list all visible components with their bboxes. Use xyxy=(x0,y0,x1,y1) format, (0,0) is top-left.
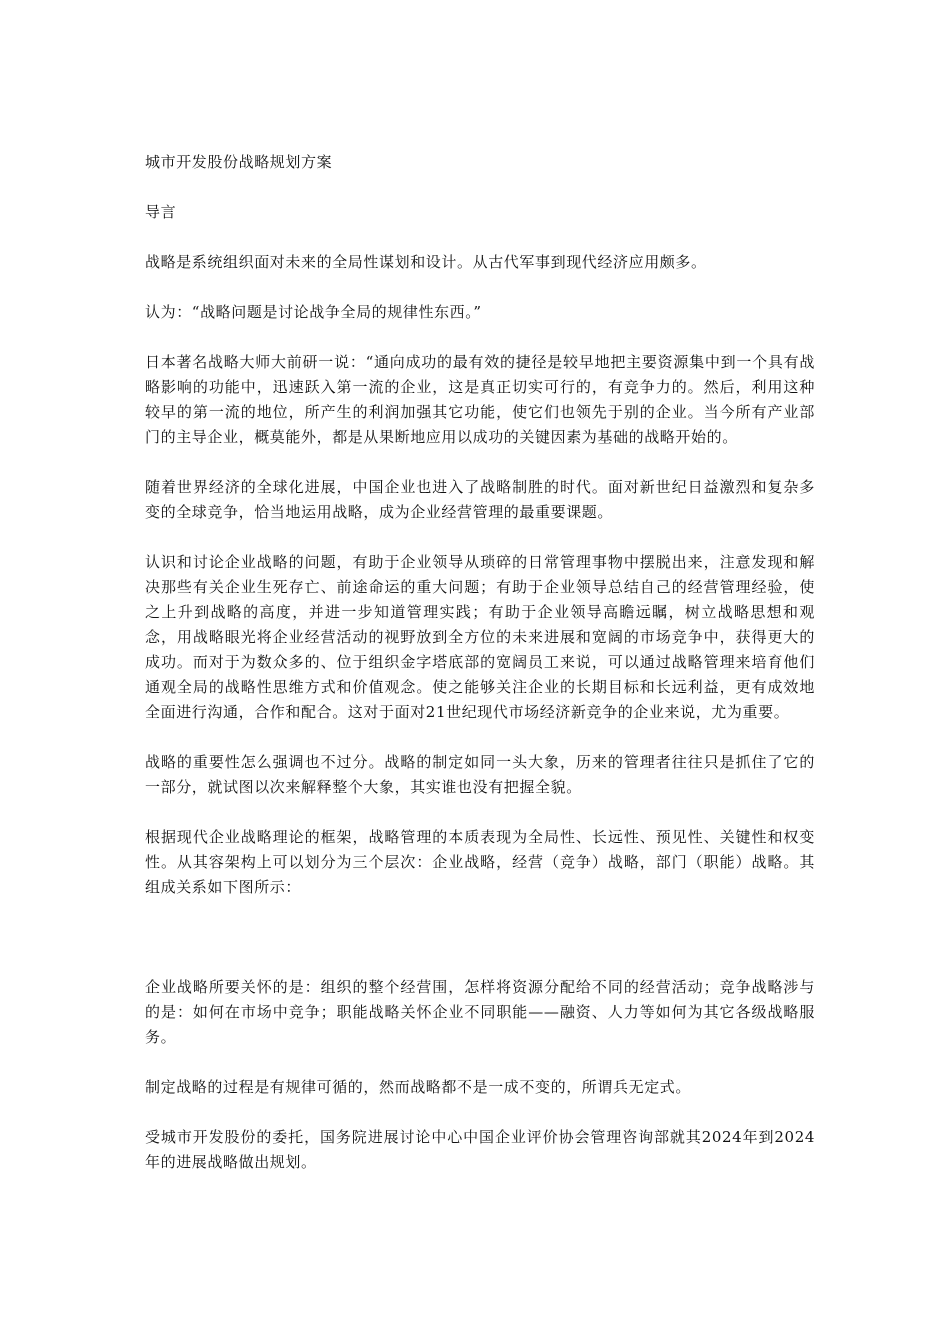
paragraph-8: 企业战略所要关怀的是：组织的整个经营围，怎样将资源分配给不同的经营活动；竞争战略涉与的是：如何在市场中竞争；职能战略关怀企业不同职能——融资、人力等如何为其它各级战略服务。 xyxy=(145,978,815,1046)
paragraph-5: 认识和讨论企业战略的问题，有助于企业领导从琐碎的日常管理事物中摆脱出来，注意发现和解决那些有关企业生死存亡、前途命运的重大问题；有助于企业领导总结自己的经营管理经验，使之上升到战略的高度，并进一步知道管理实践；有助于企业领导高瞻远瞩，树立战略思想和观念，用战略眼光将企业经营活动的视野放到全方位的未来进展和宽阔的市场竞争中，获得更大的成功。而对于为数众多的、位于组织金字塔底部的宽阔员工来说，可以通过战略管理来培育他们通观全局的战略性思维方式和价值观念。使之能够关注企业的长期目标和长远利益，更有成效地全面进行沟通，合作和配合。这对于面对21世纪现代市场经济新竞争的企业来说，尤为重要。 xyxy=(145,553,815,721)
paragraph-9: 制定战略的过程是有规律可循的，然而战略都不是一成不变的，所谓兵无定式。 xyxy=(145,1078,692,1096)
paragraph-2: 认为：“战略问题是讨论战争全局的规律性东西。” xyxy=(145,303,482,321)
section-heading: 导言 xyxy=(145,203,177,221)
paragraph-3: 日本著名战略大师大前研一说：“通向成功的最有效的捷径是较早地把主要资源集中到一个具有战略影响的功能中，迅速跃入第一流的企业，这是真正切实可行的，有竞争力的。然后，利用这种较早的第一流的地位，所产生的利润加强其它功能，使它们也领先于别的企业。当今所有产业部门的主导企业，概莫能外，都是从果断地应用以成功的关键因素为基础的战略开始的。 xyxy=(145,353,815,446)
paragraph-1: 战略是系统组织面对未来的全局性谋划和设计。从古代军事到现代经济应用颇多。 xyxy=(145,253,707,271)
paragraph-7: 根据现代企业战略理论的框架，战略管理的本质表现为全局性、长远性、预见性、关键性和权变性。从其容架构上可以划分为三个层次：企业战略，经营（竞争）战略，部门（职能）战略。其组成关系如下图所示： xyxy=(145,828,815,896)
document-title: 城市开发股份战略规划方案 xyxy=(145,153,333,171)
paragraph-4: 随着世界经济的全球化进展，中国企业也进入了战略制胜的时代。面对新世纪日益激烈和复杂多变的全球竞争，恰当地运用战略，成为企业经营管理的最重要课题。 xyxy=(145,478,815,521)
document-page xyxy=(145,150,815,1175)
paragraph-10: 受城市开发股份的委托，国务院进展讨论中心中国企业评价协会管理咨询部就其2024年到2024年的进展战略做出规划。 xyxy=(145,1128,815,1171)
paragraph-6: 战略的重要性怎么强调也不过分。战略的制定如同一头大象，历来的管理者往往只是抓住了它的一部分，就试图以次来解释整个大象，其实谁也没有把握全貌。 xyxy=(145,753,815,796)
